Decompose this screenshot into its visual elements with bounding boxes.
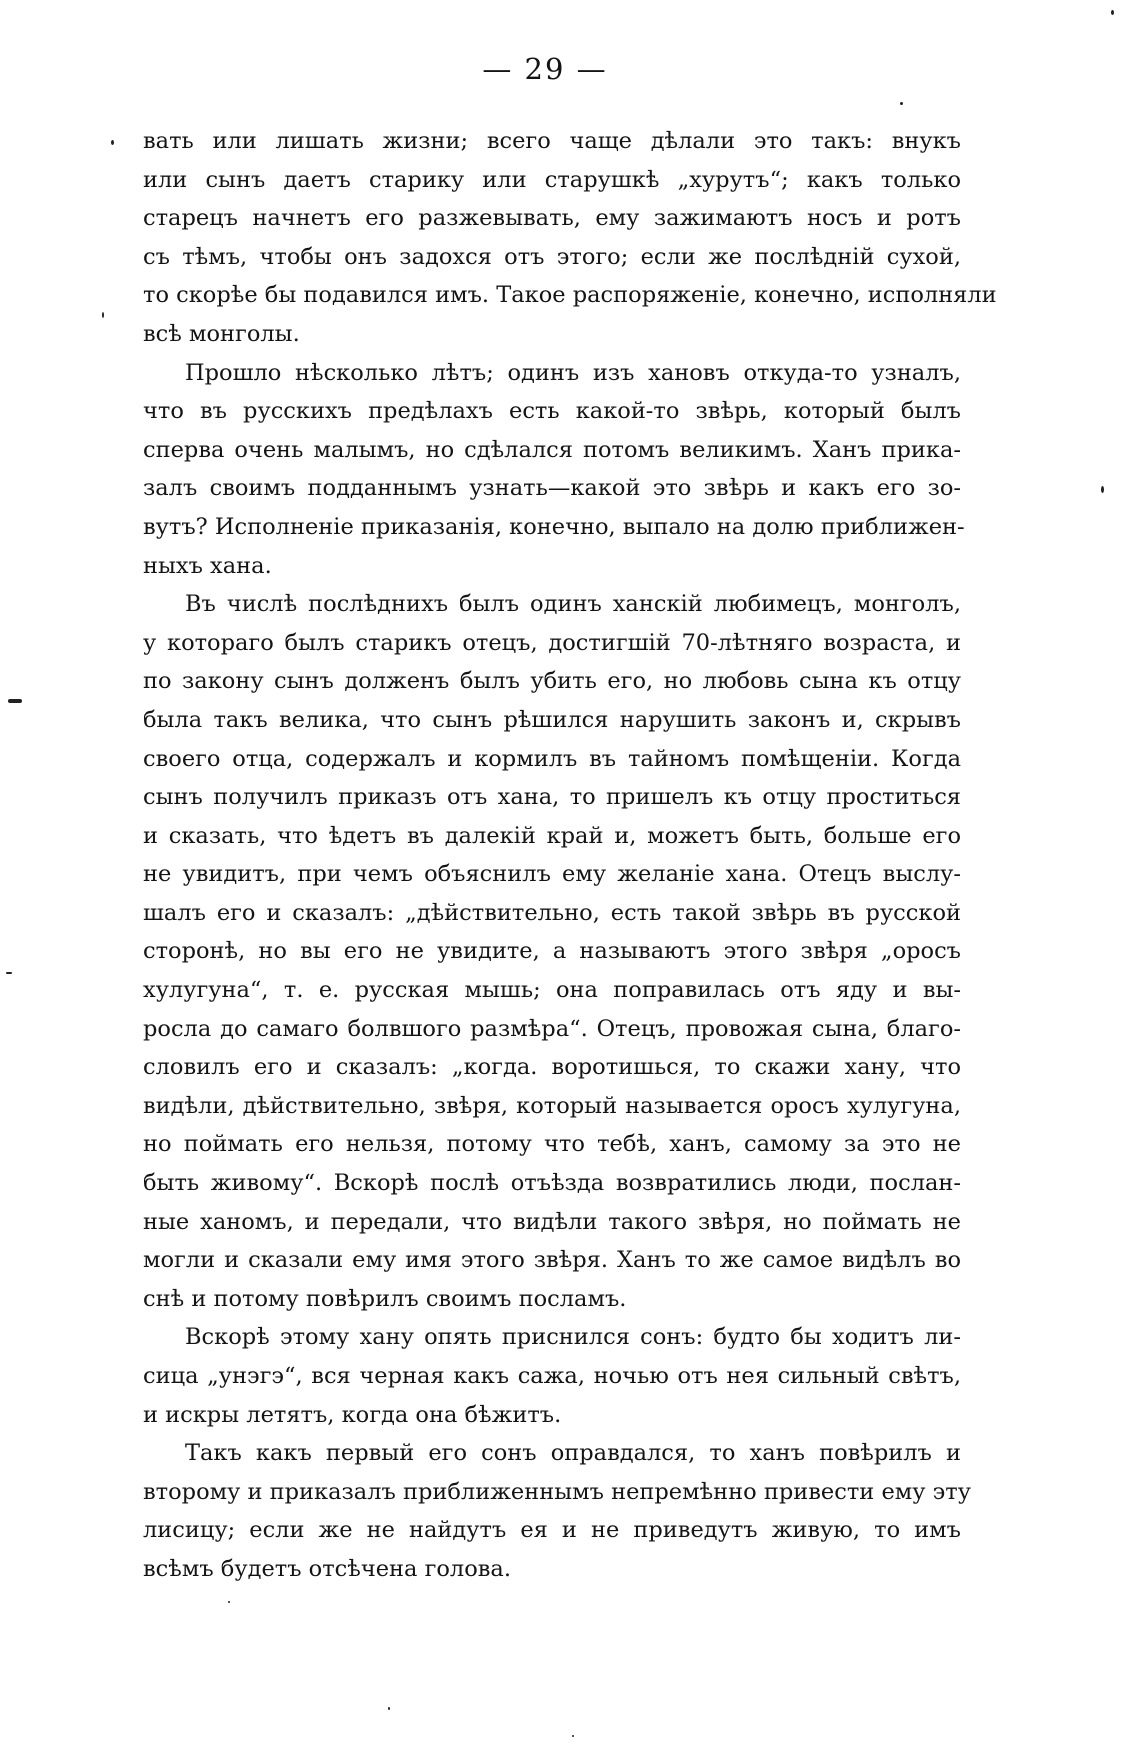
text-line: залъ своимъ подданнымъ узнать—какой это звѣрь и какъ его зо- xyxy=(143,475,961,502)
paragraph-start-line: Прошло нѣсколько лѣтъ; одинъ изъ хановъ откуда-то узналъ, xyxy=(185,359,961,386)
text-line: ныхъ хана. xyxy=(143,552,272,579)
text-line: и сказать, что ѣдетъ въ далекій край и, можетъ быть, больше его xyxy=(143,822,961,849)
text-line: не увидитъ, при чемъ объяснилъ ему желаніе хана. Отецъ выслу- xyxy=(143,861,961,888)
text-line: сторонѣ, но вы его не увидите, а называютъ этого звѣря „оросъ xyxy=(143,938,961,965)
page-number: — 29 — xyxy=(482,52,608,86)
text-line: быть живому“. Вскорѣ послѣ отъѣзда возвратились люди, послан- xyxy=(143,1170,961,1197)
text-line: но поймать его нельзя, потому что тебѣ, ханъ, самому за это не xyxy=(143,1131,961,1158)
text-line: и искры летятъ, когда она бѣжитъ. xyxy=(143,1401,562,1428)
scan-speck xyxy=(228,1601,230,1603)
text-line: словилъ его и сказалъ: „когда. воротишься, то скажи хану, что xyxy=(143,1054,961,1081)
scan-speck xyxy=(111,140,114,145)
text-line: лисицу; если же не найдутъ ея и не приведутъ живую, то имъ xyxy=(143,1517,961,1544)
text-line: была такъ велика, что сынъ рѣшился нарушить законъ и, скрывъ xyxy=(143,706,961,733)
text-line: хулугуна“, т. е. русская мышь; она поправилась отъ яду и вы- xyxy=(143,977,961,1004)
text-line: сынъ получилъ приказъ отъ хана, то пришелъ къ отцу проститься xyxy=(143,784,961,811)
text-line: вать или лишать жизни; всего чаще дѣлали это такъ: внукъ xyxy=(143,128,961,154)
paragraph-start-line: Такъ какъ первый его сонъ оправдался, то ханъ повѣрилъ и xyxy=(185,1440,961,1467)
text-line: снѣ и потому повѣрилъ своимъ посламъ. xyxy=(143,1285,627,1312)
text-line: то скорѣе бы подавился имъ. Такое распоряженіе, конечно, исполняли xyxy=(143,282,997,309)
scan-speck xyxy=(1101,486,1104,493)
scan-speck xyxy=(572,1735,574,1737)
text-line: старецъ начнетъ его разжевывать, ему зажимаютъ носъ и ротъ xyxy=(143,205,961,232)
text-line: ные ханомъ, и передали, что видѣли такого звѣря, но поймать не xyxy=(143,1208,961,1235)
text-line: видѣли, дѣйствительно, звѣря, который называется оросъ хулугуна, xyxy=(143,1092,961,1119)
body-text xyxy=(143,122,997,1589)
paragraph-start-line: Вскорѣ этому хану опять приснился сонъ: будто бы ходитъ ли- xyxy=(185,1324,961,1351)
text-line: шалъ его и сказалъ: „дѣйствительно, есть такой звѣрь въ русской xyxy=(143,899,961,926)
text-line: вутъ? Исполненіе приказанія, конечно, выпало на долю приближен- xyxy=(143,513,965,540)
scan-speck xyxy=(6,972,12,974)
scan-speck xyxy=(1111,10,1114,15)
text-line: сица „унэгэ“, вся черная какъ сажа, ночью отъ нея сильный свѣтъ, xyxy=(143,1363,961,1389)
text-line: что въ русскихъ предѣлахъ есть какой-то звѣрь, который былъ xyxy=(143,398,961,425)
scan-speck xyxy=(102,312,104,318)
text-line: могли и сказали ему имя этого звѣря. Ханъ то же самое видѣлъ во xyxy=(143,1247,961,1274)
text-line: росла до самаго болвшого размѣра“. Отецъ, провожая сына, благо- xyxy=(143,1015,961,1042)
text-line: или сынъ даетъ старику или старушкѣ „хурутъ“; какъ только xyxy=(143,166,961,193)
text-line: всѣ монголы. xyxy=(143,320,300,347)
text-line: второму и приказалъ приближеннымъ непремѣнно привести ему эту xyxy=(143,1478,971,1505)
text-line: своего отца, содержалъ и кормилъ въ тайномъ помѣщеніи. Когда xyxy=(143,745,961,772)
scan-speck xyxy=(8,699,22,703)
text-line: съ тѣмъ, чтобы онъ задохся отъ этого; если же послѣдній сухой, xyxy=(143,243,961,270)
scan-speck xyxy=(388,1707,390,1710)
text-line: всѣмъ будетъ отсѣчена голова. xyxy=(143,1555,511,1582)
text-line: сперва очень малымъ, но сдѣлался потомъ великимъ. Ханъ прика- xyxy=(143,436,961,463)
text-line: по закону сынъ долженъ былъ убить его, но любовь сына къ отцу xyxy=(143,668,961,695)
scan-speck xyxy=(900,102,903,105)
paragraph-start-line: Въ числѣ послѣднихъ былъ одинъ ханскій любимецъ, монголъ, xyxy=(185,591,961,618)
text-line: у котораго былъ старикъ отецъ, достигшій 70-лѣтняго возраста, и xyxy=(143,629,961,656)
